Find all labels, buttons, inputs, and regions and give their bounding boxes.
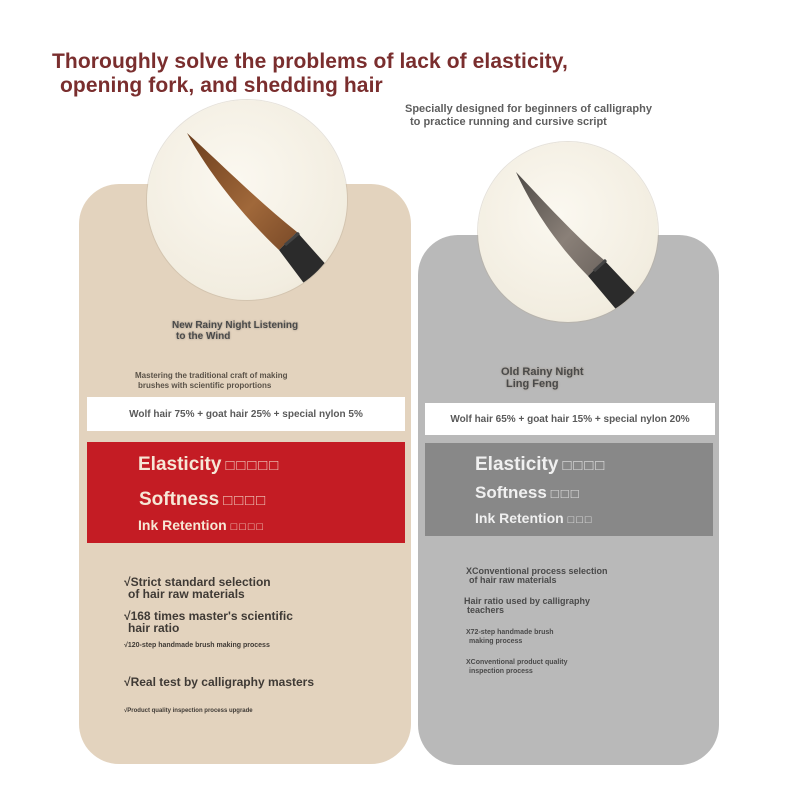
new-feature-3 — [124, 641, 270, 650]
subheadline-line-2: to practice running and cursive script — [410, 116, 607, 128]
attribute-label: Elasticity — [475, 454, 559, 475]
feature-line: teachers — [467, 605, 505, 615]
feature-line: √Product quality inspection process upgrade — [124, 708, 253, 714]
attribute-elasticity — [138, 454, 280, 476]
new-feature-5 — [124, 707, 253, 716]
attribute-glyphs: □□□ — [567, 514, 594, 526]
old-brush-name-line-1: Old Rainy Night — [501, 366, 584, 378]
feature-line: √168 times master's scientific — [124, 609, 293, 623]
new-feature-2 — [124, 610, 293, 634]
new-feature-1 — [124, 576, 271, 600]
attribute-glyphs: □□□□ — [562, 458, 607, 474]
new-brush-attributes — [87, 442, 405, 543]
new-brush-ratio: Wolf hair 75% + goat hair 25% + special nylon 5% — [87, 397, 405, 431]
feature-line: of hair raw materials — [128, 587, 245, 601]
attribute-ink-retention — [475, 510, 593, 526]
new-brush-tip-icon — [147, 100, 347, 300]
new-brush-image — [147, 100, 347, 300]
old-brush-ratio: Wolf hair 65% + goat hair 15% + special nylon 20% — [425, 403, 715, 435]
old-brush-name — [501, 366, 641, 390]
attribute-label: Softness — [139, 489, 220, 510]
subheadline — [405, 103, 765, 129]
attribute-glyphs: □□□□ — [223, 493, 268, 509]
feature-line: √120-step handmade brush making process — [124, 642, 270, 649]
feature-line: X72-step handmade brush — [466, 629, 554, 636]
new-brush-description — [135, 371, 355, 391]
old-feature-4 — [466, 658, 568, 676]
attribute-label: Elasticity — [138, 454, 222, 475]
feature-line: XConventional process selection — [466, 566, 608, 576]
headline — [52, 50, 752, 98]
subheadline-line-1: Specially designed for beginners of calligraphy — [405, 103, 652, 115]
old-feature-1 — [466, 567, 608, 585]
attribute-label: Softness — [475, 483, 547, 502]
feature-line: √Real test by calligraphy masters — [124, 675, 315, 689]
feature-line: hair ratio — [128, 621, 180, 635]
old-feature-3 — [466, 628, 554, 646]
attribute-glyphs: □□□□□ — [225, 458, 281, 474]
attribute-ink-retention — [138, 517, 265, 533]
attribute-glyphs: □□□□ — [230, 521, 266, 533]
feature-line: Hair ratio used by calligraphy — [464, 596, 591, 606]
new-brush-desc-line-2: brushes with scientific proportions — [138, 381, 272, 390]
new-feature-4 — [124, 676, 314, 688]
old-brush-name-line-2: Ling Feng — [506, 378, 559, 390]
old-brush-image — [478, 142, 658, 322]
old-brush-attributes — [425, 443, 713, 536]
headline-line-2: opening fork, and shedding hair — [60, 74, 383, 97]
feature-line: XConventional product quality — [466, 659, 568, 666]
new-brush-name — [172, 320, 342, 342]
old-feature-2 — [464, 597, 590, 615]
feature-line: making process — [469, 638, 523, 645]
new-brush-name-line-2: to the Wind — [176, 331, 231, 342]
attribute-softness — [475, 483, 581, 503]
attribute-label: Ink Retention — [138, 517, 227, 533]
new-brush-desc-line-1: Mastering the traditional craft of making — [135, 371, 288, 380]
attribute-elasticity — [475, 454, 606, 476]
new-brush-name-line-1: New Rainy Night Listening — [172, 320, 299, 331]
attribute-glyphs: □□□ — [550, 486, 581, 501]
old-brush-tip-icon — [478, 142, 658, 322]
attribute-softness — [139, 489, 267, 511]
headline-line-1: Thoroughly solve the problems of lack of elasticity, — [52, 50, 568, 73]
feature-line: of hair raw materials — [469, 575, 557, 585]
feature-line: inspection process — [469, 668, 533, 675]
attribute-label: Ink Retention — [475, 510, 564, 526]
feature-line: √Strict standard selection — [124, 575, 271, 589]
